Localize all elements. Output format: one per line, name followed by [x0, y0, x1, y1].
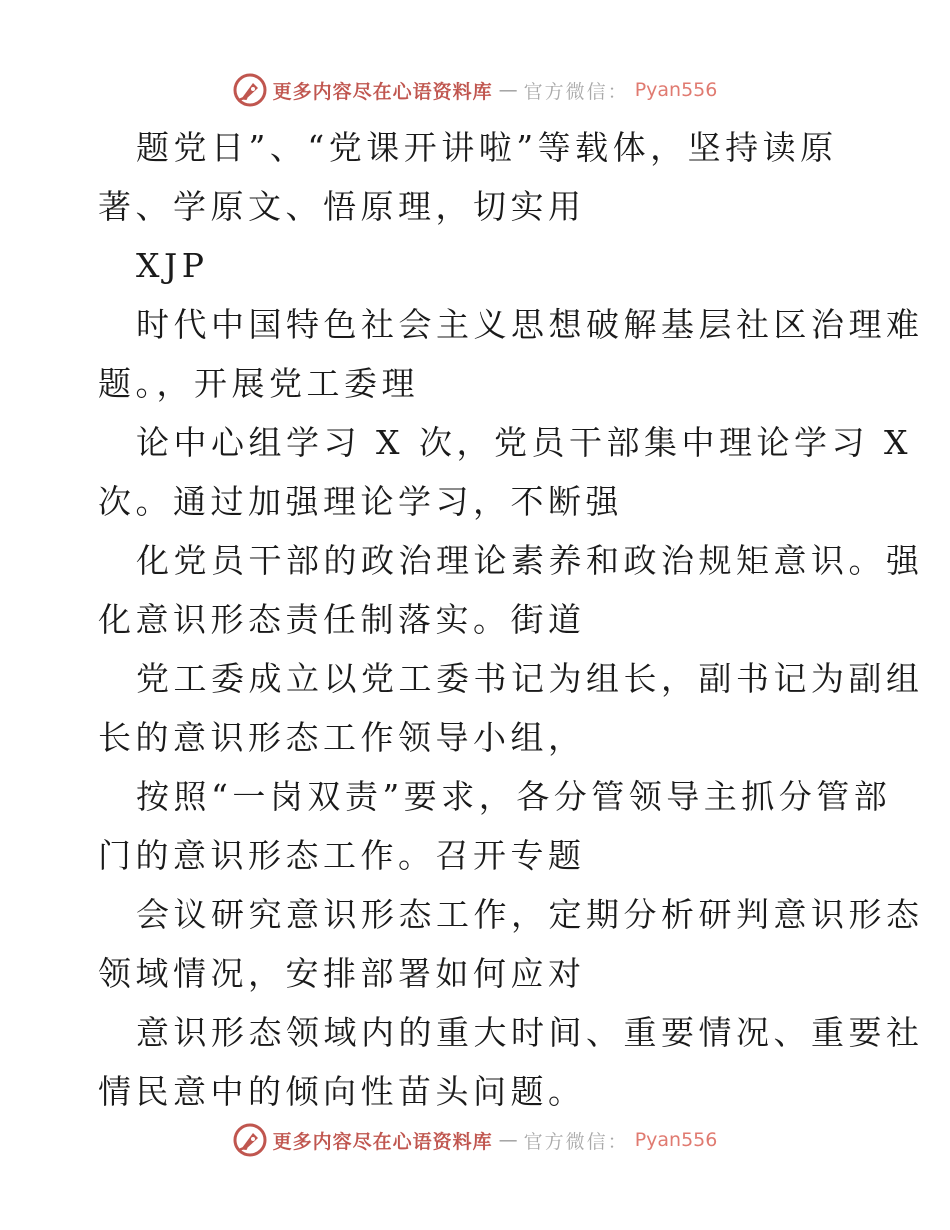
header-banner — [0, 70, 950, 110]
body-line: 门的意识形态工作。召开专题 — [98, 836, 586, 875]
body-line: 化意识形态责任制落实。街道 — [98, 600, 586, 639]
body-line: 按照“一岗双责”要求，各分管领导主抓分管部 — [136, 777, 892, 816]
body-line: 长的意识形态工作领导小组， — [98, 718, 586, 757]
banner-separator: — — [498, 79, 518, 101]
body-line: 题。，开展党工委理 — [98, 364, 419, 403]
body-line: 著、学原文、悟原理，切实用 — [98, 187, 586, 226]
footer-banner — [0, 1120, 950, 1160]
pen-nib-logo-icon — [233, 73, 267, 107]
body-line: 会议研究意识形态工作，定期分析研判意识形态 — [136, 895, 924, 934]
body-line: 党工委成立以党工委书记为组长，副书记为副组 — [136, 659, 924, 698]
body-line: 情民意中的倾向性苗头问题。 — [98, 1072, 586, 1111]
banner-wechat-label: 官方微信： — [523, 1130, 629, 1153]
pen-nib-logo-icon — [233, 1123, 267, 1157]
banner-wechat-id: Pyan556 — [634, 79, 718, 101]
banner-main-text: 更多内容尽在心语资料库 — [272, 80, 493, 103]
banner-separator: — — [498, 1129, 518, 1151]
document-body — [98, 118, 924, 1121]
banner-wechat-id: Pyan556 — [634, 1129, 718, 1151]
body-line: 化党员干部的政治理论素养和政治规矩意识。强 — [136, 541, 924, 580]
banner-main-text: 更多内容尽在心语资料库 — [272, 1130, 493, 1153]
body-line: 论中心组学习 X 次，党员干部集中理论学习 X — [136, 423, 912, 462]
body-line: 意识形态领域内的重大时间、重要情况、重要社 — [136, 1013, 924, 1052]
body-line: XJP — [136, 246, 209, 285]
banner-wechat-label: 官方微信： — [523, 80, 629, 103]
body-line: 时代中国特色社会主义思想破解基层社区治理难 — [136, 305, 924, 344]
body-line: 次。通过加强理论学习，不断强 — [98, 482, 623, 521]
body-line: 题党日”、“党课开讲啦”等载体，坚持读原 — [136, 128, 838, 167]
body-line: 领域情况，安排部署如何应对 — [98, 954, 586, 993]
